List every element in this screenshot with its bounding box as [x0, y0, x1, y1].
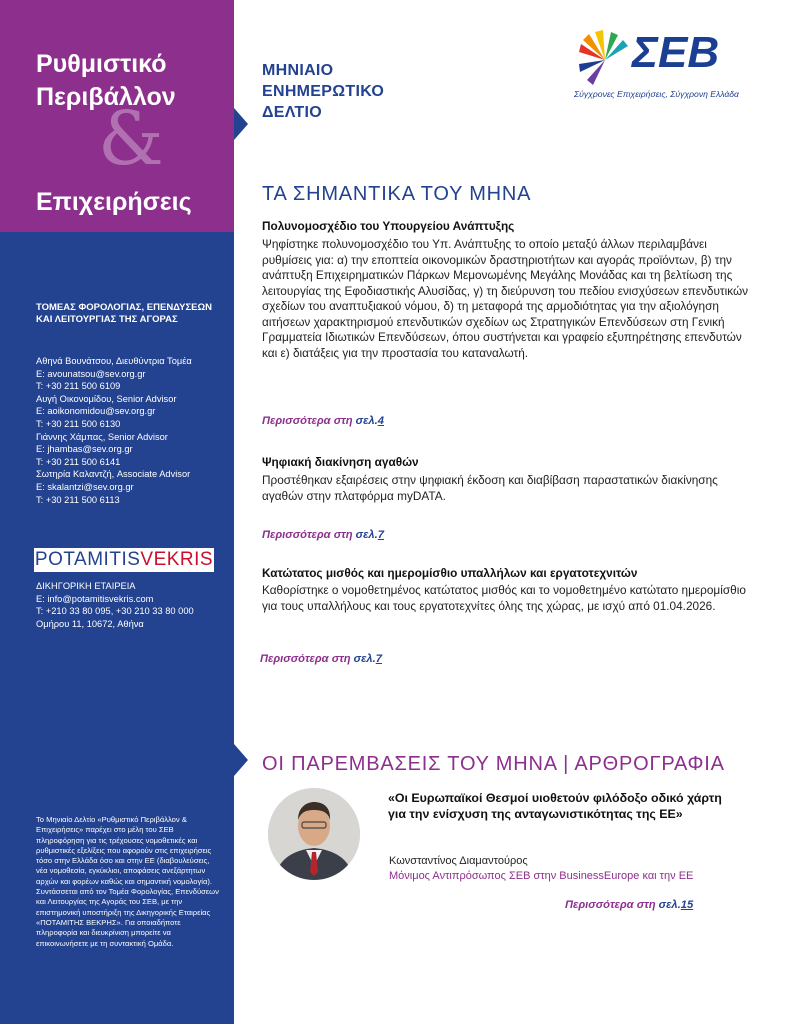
page-prefix: σελ.	[658, 899, 681, 911]
sev-logo-text: ΣΕΒ	[632, 28, 720, 77]
page-prefix: σελ.	[355, 415, 378, 427]
article-author-role: Μόνιμος Αντιπρόσωπος ΣΕΒ στην BusinessEurope και την ΕΕ	[389, 870, 694, 882]
article-title: «Οι Ευρωπαϊκοί Θεσμοί υιοθετούν φιλόδοξο οδικό χάρτη για την ενίσχυση της ανταγωνιστικότητας της ΕΕ»	[388, 791, 722, 821]
contact-line: T: +30 211 500 6113	[36, 494, 120, 505]
highlights-section-title: ΤΑ ΣΗΜΑΝΤΙΚΑ ΤΟΥ ΜΗΝΑ	[262, 183, 532, 205]
bulletin-title	[262, 60, 384, 123]
read-more-label: Περισσότερα στη	[565, 899, 656, 911]
page-ref	[354, 653, 382, 665]
about-text: Το Μηνιαίο Δελτίο «Ρυθμιστικό Περιβάλλον & Επιχειρήσεις» παρέχει στο μέλη του ΣΕΒ πληροφόρηση για τις τρέχουσες νομοθετικές και ρυθμιστικές εξελίξεις που αφορούν στις επιχειρήσεις τόσο στην Ελλάδα όσο και στην ΕΕ (διαβουλεύσεις, νέα νομοθεσία, εγκύκλιοι, αποφάσεις ανεξάρτητων αρχών και φορέων καθώς και σημαντική νομολογία). Συντάσσεται από τον Τομέα Φορολογίας, Επενδύσεων και Λειτουργίας της Αγοράς του ΣΕΒ, με την επιστημονική υποστήριξη της Δικηγορικής Εταιρείας «ΠΟΤΑΜΙΤΗΣ ΒΕΚΡΗΣ». Για οποιαδήποτε πληροφορία και διευκρίνιση μπορείτε να επικοινωνήσετε με τη συντακτική Ομάδα.	[36, 815, 219, 948]
page-ref	[356, 529, 384, 541]
contacts-list	[36, 355, 192, 506]
bulletin-line-2: ΕΝΗΜΕΡΩΤΙΚΟ	[262, 83, 385, 100]
sidebar-arrow-top	[234, 108, 248, 140]
contact-line[interactable]: E: jhambas@sev.org.gr	[36, 444, 133, 455]
contact-line: T: +30 211 500 6109	[36, 381, 121, 392]
contact-line: Σωτηρία Καλαντζή, Associate Advisor	[36, 469, 191, 480]
sev-tagline: Σύγχρονες Επιχειρήσεις, Σύγχρονη Ελλάδα	[574, 89, 739, 99]
sidebar-arrow-bottom	[234, 744, 248, 776]
page-number: 7	[377, 529, 384, 541]
contact-line: T: +30 211 500 6130	[36, 418, 121, 429]
firm-line[interactable]: E: info@potamitisvekris.com	[36, 593, 154, 604]
firm-line: Ομήρου 11, 10672, Αθήνα	[36, 618, 144, 629]
bulletin-line-1: ΜΗΝΙΑΙΟ	[262, 62, 334, 79]
contact-line[interactable]: E: aoikonomidou@sev.org.gr	[36, 406, 156, 417]
firm-line: ΔΙΚΗΓΟΡΙΚΗ ΕΤΑΙΡΕΙΑ	[36, 581, 136, 591]
page-number: 15	[680, 899, 694, 911]
firm-details	[36, 580, 194, 630]
potamitis-vekris-logo	[34, 548, 214, 572]
contact-line: T: +30 211 500 6141	[36, 456, 121, 467]
highlight-heading: Πολυνομοσχέδιο του Υπουργείου Ανάπτυξης	[262, 219, 515, 233]
highlight-body: Προστέθηκαν εξαιρέσεις στην ψηφιακή έκδοση και διαβίβαση παραστατικών διακίνησης αγαθών στην πλατφόρμα myDATA.	[262, 473, 718, 503]
highlight-body: Καθορίστηκε ο νομοθετημένος κατώτατος μισθός και το νομοθετημένο κατώτατο ημερομίσθιο για τους υπαλλήλους και τους εργατοτεχνίτες όλης της χώρας, με ισχύ από 01.04.2026.	[262, 583, 746, 613]
page-number: 4	[377, 415, 384, 427]
contact-line: Γιάννης Χάμπας, Senior Advisor	[36, 431, 168, 442]
contact-line: Αυγή Οικονομίδου, Senior Advisor	[36, 393, 177, 404]
read-more-label: Περισσότερα στη	[262, 415, 353, 427]
page-number: 7	[375, 653, 382, 665]
firm-line: T: +210 33 80 095, +30 210 33 80 000	[36, 606, 194, 617]
page-prefix: σελ.	[353, 653, 376, 665]
highlight-heading: Κατώτατος μισθός και ημερομίσθιο υπαλλήλων και εργατοτεχνιτών	[262, 566, 638, 580]
author-photo	[268, 788, 360, 880]
highlight-body: Ψηφίστηκε πολυνομοσχέδιο του Υπ. Ανάπτυξης το οποίο μεταξύ άλλων περιλαμβάνει ρυθμίσεις για: α) την εποπτεία οικονομικών δραστηριοτήτων και αγοράς προϊόντων, β) την ανάπτυξη Επιχειρηματικών Πάρκων Μεμονωμένης Μεγάλης Μονάδας και τη βελτίωση της λειτουργίας της Εφοδιαστικής Αλυσίδας, γ) τη διεύρυνση του πεδίου ενισχύσεων επενδυτικών σχεδίων του αναπτυξιακού νόμου, δ) τη μεταφορά της αρμοδιότητας για την αξιολόγηση αιτήσεων χαρακτηρισμού επενδυτικών σχεδίων ως Στρατηγικών Επενδύσεων στη Γενική Γραμματεία Ιδιωτικών Επενδύσεων, όπου συστήνεται και γραφείο εξυπηρέτησης επενδυτών και ε) διατάξεις για την προστασία του καταναλωτή.	[262, 237, 749, 360]
brand-ampersand: &	[98, 96, 164, 182]
bulletin-line-3: ΔΕΛΤΙΟ	[262, 104, 322, 121]
read-more-link[interactable]	[260, 653, 382, 665]
publication-brand	[36, 48, 192, 216]
brand-line-2: Περιβάλλον	[36, 83, 176, 111]
contact-line[interactable]: E: avounatsou@sev.org.gr	[36, 368, 146, 379]
read-more-link[interactable]	[262, 529, 384, 541]
sector-title: ΤΟΜΕΑΣ ΦΟΡΟΛΟΓΙΑΣ, ΕΠΕΝΔΥΣΕΩΝ ΚΑΙ ΛΕΙΤΟΥΡΓΙΑΣ ΤΗΣ ΑΓΟΡΑΣ	[36, 302, 213, 325]
read-more-link[interactable]	[262, 415, 384, 427]
contact-line: Αθηνά Βουνάτσου, Διευθύντρια Τομέα	[36, 356, 192, 366]
brand-line-3: Επιχειρήσεις	[36, 188, 192, 216]
page-ref	[356, 415, 384, 427]
contact-line[interactable]: E: skalantzi@sev.org.gr	[36, 481, 134, 492]
read-more-link[interactable]	[565, 899, 693, 911]
page-prefix: σελ.	[355, 529, 378, 541]
interventions-section-title: ΟΙ ΠΑΡΕΜΒΑΣΕΙΣ ΤΟΥ ΜΗΝΑ | ΑΡΘΡΟΓΡΑΦΙΑ	[262, 753, 725, 775]
brand-line-1: Ρυθμιστικό	[36, 50, 167, 78]
logo-part-2: VEKRIS	[140, 549, 214, 570]
read-more-label: Περισσότερα στη	[260, 653, 351, 665]
logo-part-1: POTAMITIS	[34, 549, 141, 570]
highlight-heading: Ψηφιακή διακίνηση αγαθών	[262, 455, 419, 469]
read-more-label: Περισσότερα στη	[262, 529, 353, 541]
page-ref	[659, 899, 694, 911]
article-author: Κωνσταντίνος Διαμαντούρος	[389, 855, 528, 867]
